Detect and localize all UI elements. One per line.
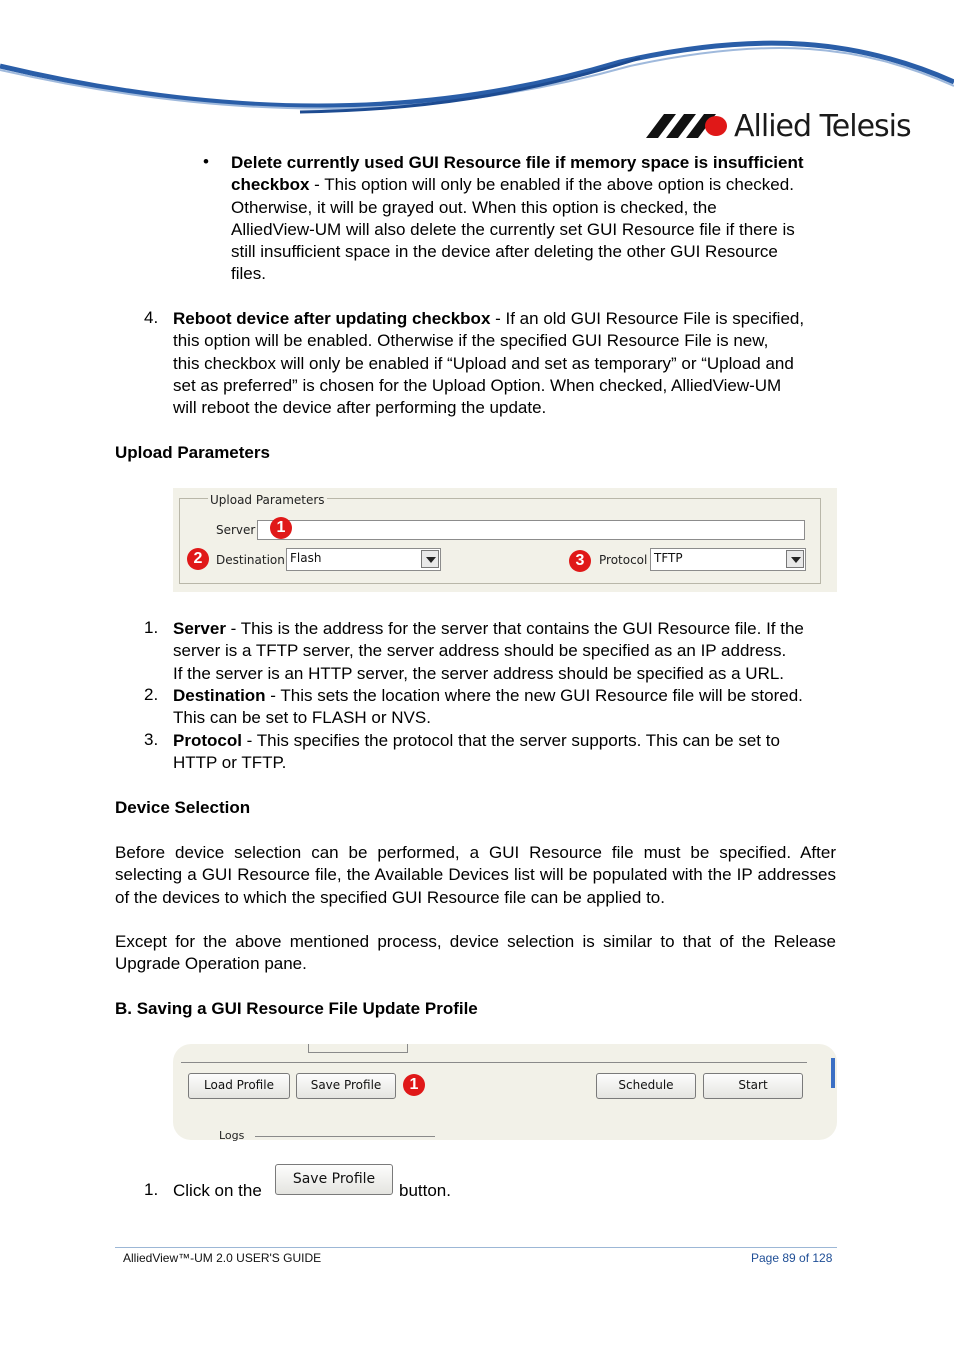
footer-divider xyxy=(115,1247,837,1248)
device-selection-heading: Device Selection xyxy=(115,798,251,817)
profile-buttons-panel xyxy=(173,1044,837,1140)
allied-telesis-logo-mark-icon xyxy=(646,112,728,140)
bullet-marker: • xyxy=(203,152,209,171)
scrollbar-edge xyxy=(831,1058,835,1088)
upload-item-1-paragraph: Server - This is the address for the server that contains the GUI Resource file. If the server is a TFTP server, the server address should be specified as an IP address. If the server is an HTTP server, the server address should be specified as a URL. xyxy=(173,619,804,683)
logo-text: Allied Telesis xyxy=(734,108,911,144)
click-step-text-before: Click on the xyxy=(173,1181,262,1200)
item-4-number: 4. xyxy=(144,308,159,327)
upload-parameters-heading: Upload Parameters xyxy=(115,443,270,462)
logs-label: Logs xyxy=(219,1129,245,1142)
click-step-text-after: button. xyxy=(399,1181,451,1200)
upload-parameters-panel xyxy=(173,488,837,592)
destination-label: Destination xyxy=(216,553,285,567)
footer-page-number: Page 89 of 128 xyxy=(751,1251,833,1265)
callout-1: 1 xyxy=(270,517,292,539)
schedule-button[interactable]: Schedule xyxy=(596,1073,696,1099)
footer-guide-title: AlliedView™-UM 2.0 USER'S GUIDE xyxy=(123,1251,322,1265)
load-profile-button[interactable]: Load Profile xyxy=(188,1073,290,1099)
chevron-down-icon[interactable] xyxy=(421,550,439,568)
callout-1: 1 xyxy=(403,1074,425,1096)
bullet-paragraph: Delete currently used GUI Resource file if memory space is insufficient checkbox - This option will only be enabled if the above option is checked. Otherwise, it will be grayed out. When this option is checked, the AlliedView-UM will also delete the currently set GUI Resource file if there is still insufficient space in the device after deleting the other GUI Resource files. xyxy=(231,153,804,284)
protocol-label: Protocol xyxy=(599,553,648,567)
device-selection-paragraph-1: Before device selection can be performed, a GUI Resource file must be specified. After selecting a GUI Resource file, the Available Devices list will be populated with the IP addresses of the devices to which the specified GUI Resource file can be applied to. xyxy=(115,843,836,907)
server-label: Server xyxy=(216,523,256,537)
chevron-down-icon[interactable] xyxy=(786,550,804,568)
save-profile-button[interactable]: Save Profile xyxy=(296,1073,396,1099)
save-profile-inline-button[interactable]: Save Profile xyxy=(275,1164,393,1195)
allied-telesis-logo xyxy=(646,108,911,144)
server-input[interactable] xyxy=(257,520,805,540)
bullet-bold-title: Delete currently used GUI Resource file if memory space is insufficient xyxy=(231,153,804,172)
item-4-paragraph: Reboot device after updating checkbox - If an old GUI Resource File is specified, this option will be enabled. Otherwise if the specified GUI Resource File is new, this checkbox will only be enabled if “Upload and set as temporary” or “Upload and set as preferred” is chosen for the Upload Option. When checked, AlliedView-UM will reboot the device after performing the update. xyxy=(173,309,805,418)
upload-item-3-number: 3. xyxy=(144,730,159,749)
destination-select[interactable]: Flash xyxy=(286,548,441,571)
callout-3: 3 xyxy=(569,550,591,572)
upload-item-1-number: 1. xyxy=(144,618,159,637)
start-button[interactable]: Start xyxy=(703,1073,803,1099)
callout-2: 2 xyxy=(187,548,209,570)
protocol-select[interactable]: TFTP xyxy=(650,548,806,571)
saving-profile-heading: B. Saving a GUI Resource File Update Profile xyxy=(115,999,478,1018)
upload-item-3-paragraph: Protocol - This specifies the protocol that the server supports. This can be set to HTTP or TFTP. xyxy=(173,731,780,773)
upload-item-2-paragraph: Destination - This sets the location where the new GUI Resource file will be stored. This can be set to FLASH or NVS. xyxy=(173,686,803,728)
device-selection-paragraph-2: Except for the above mentioned process, device selection is similar to that of the Release Upgrade Operation pane. xyxy=(115,932,836,974)
upload-item-2-number: 2. xyxy=(144,685,159,704)
upload-panel-title: Upload Parameters xyxy=(210,493,325,507)
click-step-number: 1. xyxy=(144,1180,159,1199)
